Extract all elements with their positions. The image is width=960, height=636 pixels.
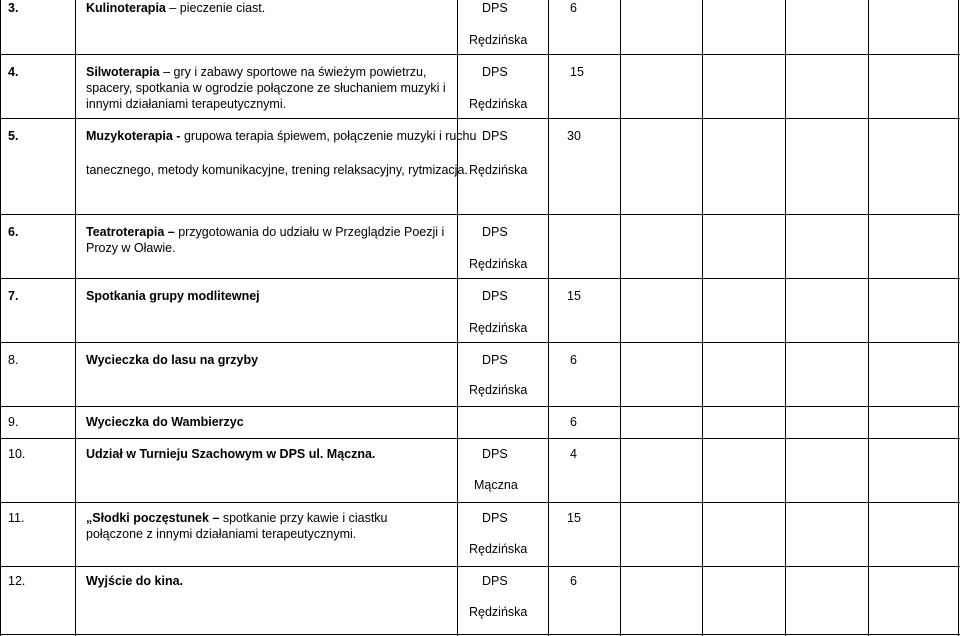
place-line-1: DPS	[482, 1, 508, 15]
row-number: 3.	[8, 1, 19, 15]
place-line-2: Rędzińska	[469, 321, 528, 335]
place-line-2: Rędzińska	[469, 257, 528, 271]
activity-name: Udział w Turnieju Szachowym w DPS ul. Mączna.	[86, 447, 376, 461]
column-border	[958, 0, 959, 636]
participant-count: 15	[570, 65, 584, 79]
participant-count: 6	[570, 1, 577, 15]
activity-name: Wycieczka do Wambierzyc	[86, 415, 244, 429]
place-line-1: DPS	[482, 129, 508, 143]
row-border	[0, 502, 960, 503]
row-border	[0, 118, 960, 119]
column-border	[457, 0, 458, 636]
row-number: 5.	[8, 129, 19, 143]
activity-name: Wyjście do kina.	[86, 574, 184, 588]
activity-cell	[86, 510, 446, 542]
participant-count: 15	[567, 511, 581, 525]
row-border	[0, 342, 960, 343]
column-border	[702, 0, 703, 636]
row-border	[0, 54, 960, 55]
activity-description: spotkanie przy kawie i ciastku połączone z innymi działaniami terapeutycznymi.	[86, 511, 388, 541]
activity-description: – pieczenie ciast.	[169, 1, 266, 15]
place-line-2: Rędzińska	[469, 97, 528, 111]
activity-description: grupowa terapia śpiewem, połączenie muzyki i ruchu	[183, 129, 477, 143]
participant-count: 6	[570, 574, 577, 588]
place-line-2: Rędzińska	[469, 383, 528, 397]
participant-count: 15	[567, 289, 581, 303]
place-line-1: DPS	[482, 353, 508, 367]
activity-name: Wycieczka do lasu na grzyby	[86, 353, 259, 367]
row-number: 8.	[8, 353, 19, 367]
participant-count: 6	[570, 415, 577, 429]
column-border	[868, 0, 869, 636]
row-number: 4.	[8, 65, 19, 79]
row-number: 12.	[8, 574, 26, 588]
column-border	[75, 0, 76, 636]
row-border	[0, 566, 960, 567]
place-line-1: DPS	[482, 65, 508, 79]
place-line-2: Mączna	[474, 478, 518, 492]
activity-cell	[86, 64, 446, 112]
place-line-1: DPS	[482, 574, 508, 588]
activity-name: „Słodki poczęstunek –	[86, 511, 220, 525]
participant-count: 6	[570, 353, 577, 367]
activity-description: przygotowania do udziału w Przeglądzie Poezji i Prozy w Oławie.	[86, 225, 445, 255]
row-number: 10.	[8, 447, 26, 461]
activity-cell	[86, 128, 476, 144]
row-border	[0, 214, 960, 215]
place-line-1: DPS	[482, 225, 508, 239]
row-border	[0, 278, 960, 279]
activity-cell	[86, 573, 183, 589]
participant-count: 4	[570, 447, 577, 461]
place-line-1: DPS	[482, 447, 508, 461]
activity-cell	[86, 0, 265, 16]
place-line-2: Rędzińska	[469, 542, 528, 556]
place-line-2: Rędzińska	[469, 33, 528, 47]
activity-cell	[86, 446, 375, 462]
place-line-2: Rędzińska	[469, 163, 528, 177]
row-border	[0, 438, 960, 439]
row-border	[0, 406, 960, 407]
place-line-2: Rędzińska	[469, 605, 528, 619]
activity-cell	[86, 224, 446, 256]
activity-description-continued: tanecznego, metody komunikacyjne, trening relaksacyjny, rytmizacja.	[86, 163, 468, 177]
activity-name: Silwoterapia	[86, 65, 160, 79]
activity-name: Muzykoterapia -	[86, 129, 181, 143]
activity-cell	[86, 288, 260, 304]
row-number: 9.	[8, 415, 19, 429]
activity-name: Spotkania grupy modlitewnej	[86, 289, 260, 303]
place-line-1: DPS	[482, 289, 508, 303]
participant-count: 30	[567, 129, 581, 143]
activity-cell	[86, 414, 244, 430]
activity-cell	[86, 352, 258, 368]
column-border	[785, 0, 786, 636]
column-border	[0, 0, 1, 636]
activity-description: – gry i zabawy sportowe na świeżym powietrzu, spacery, spotkania w ogrodzie połączone ze słuchaniem muzyki i innymi działaniami terapeutycznymi.	[86, 65, 446, 111]
row-border	[0, 634, 960, 635]
row-number: 11.	[8, 511, 25, 525]
row-number: 7.	[8, 289, 19, 303]
row-number: 6.	[8, 225, 19, 239]
activity-name: Teatroterapia –	[86, 225, 175, 239]
column-border	[548, 0, 549, 636]
activity-name: Kulinoterapia	[86, 1, 166, 15]
column-border	[620, 0, 621, 636]
place-line-1: DPS	[482, 511, 508, 525]
